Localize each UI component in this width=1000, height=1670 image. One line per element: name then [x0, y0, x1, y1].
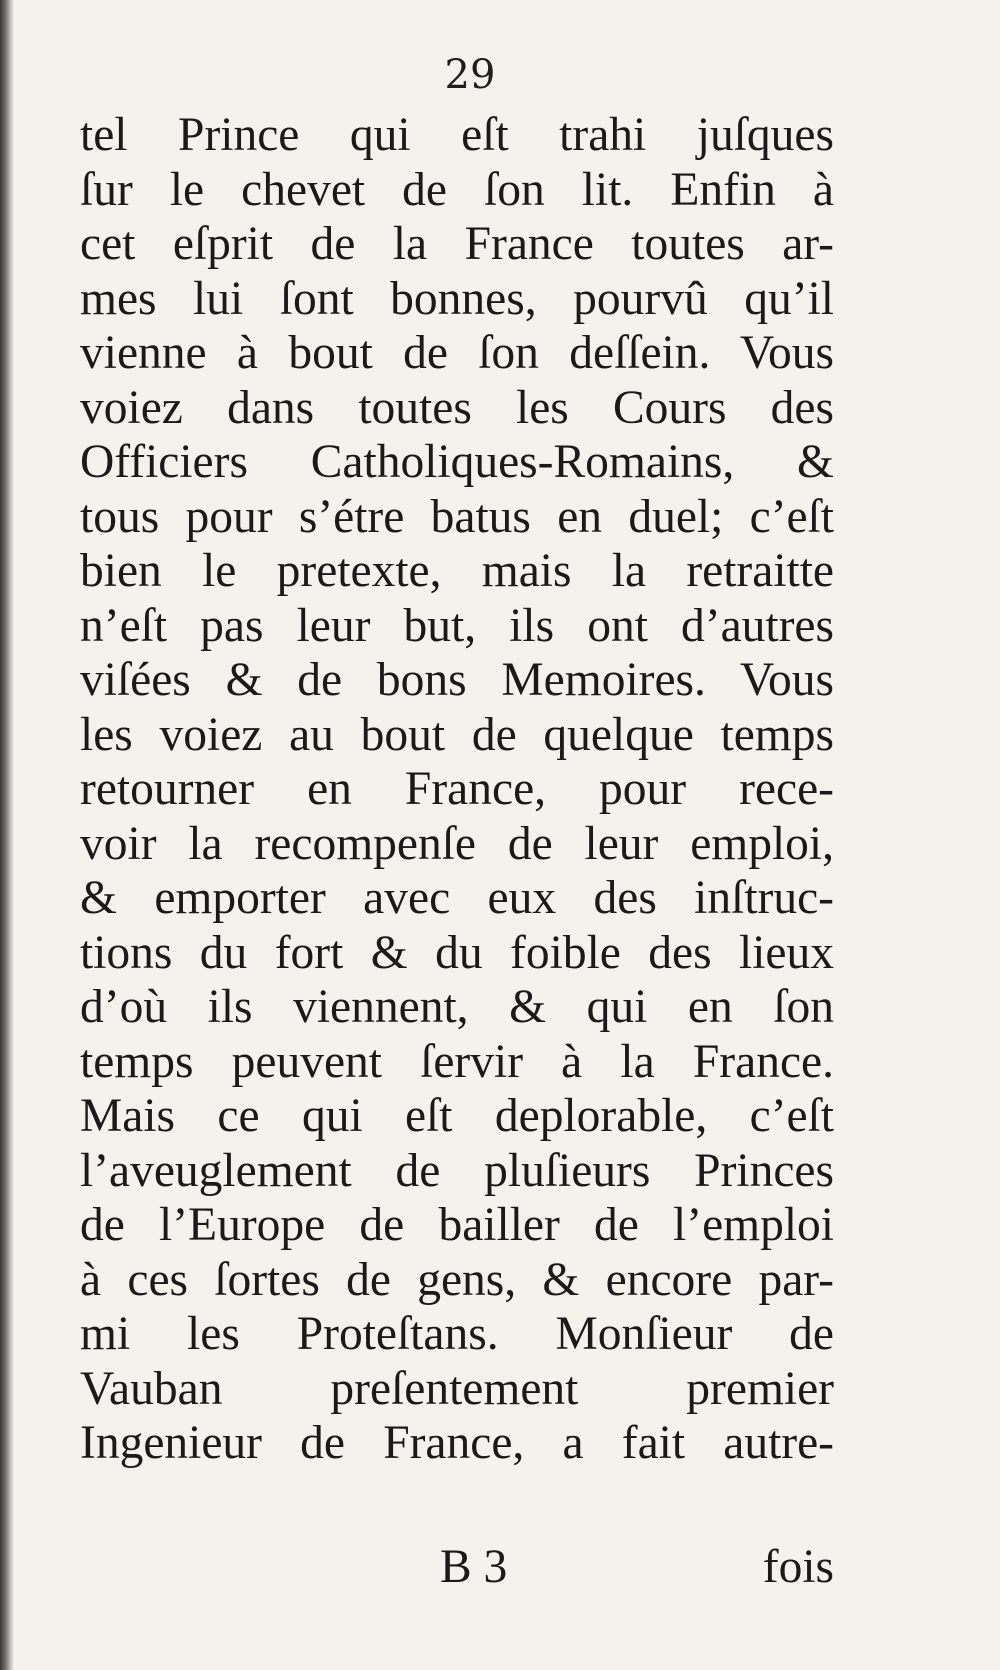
- text-line: l’aveuglement de pluſieurs Princes: [80, 1144, 834, 1197]
- text-line: à ces ſortes de gens, & encore par-: [80, 1253, 834, 1306]
- text-line: tous pour s’étre batus en duel; c’eſt: [80, 490, 834, 543]
- page-number: 29: [444, 52, 496, 98]
- text-line: tel Prince qui eſt trahi juſques: [80, 109, 834, 161]
- text-line: temps peuvent ſervir à la France.: [80, 1035, 834, 1088]
- text-line: de l’Europe de bailler de l’emploi: [80, 1199, 834, 1251]
- text-line: n’eſt pas leur but, ils ont d’autres: [80, 599, 834, 652]
- text-line: bien le pretexte, mais la retraitte: [80, 545, 834, 597]
- text-line: viſées & de bons Memoires. Vous: [80, 654, 834, 706]
- text-line: Ingenieur de France, a fait autre-: [80, 1417, 834, 1469]
- text-line: tions du fort & du foible des lieux: [80, 926, 834, 979]
- catchword: fois: [762, 1541, 834, 1593]
- text-line: ſur le chevet de ſon lit. Enfin à: [80, 163, 834, 216]
- body-text: [80, 108, 834, 1471]
- text-line: & emporter avec eux des inſtruc-: [80, 872, 834, 924]
- text-line: Mais ce qui eſt deplorable, c’eſt: [80, 1090, 834, 1142]
- text-line: voiez dans toutes les Cours des: [80, 381, 834, 434]
- text-line: mi les Proteſtans. Monſieur de: [80, 1308, 834, 1360]
- text-line: les voiez au bout de quelque temps: [80, 708, 834, 761]
- signature-mark: B 3: [440, 1541, 508, 1593]
- binding-edge: [0, 0, 14, 1670]
- text-line: voir la recompenſe de leur emploi,: [80, 817, 834, 870]
- text-line: vienne à bout de ſon deſſein. Vous: [80, 327, 834, 379]
- page-footer: [80, 1540, 834, 1600]
- text-line: Officiers Catholiques-Romains, &: [80, 436, 834, 488]
- text-line: retourner en France, pour rece-: [80, 763, 834, 815]
- text-line: Vauban preſentement premier: [80, 1362, 834, 1415]
- text-line: d’où ils viennent, & qui en ſon: [80, 981, 834, 1033]
- text-line: mes lui ſont bonnes, pourvû qu’il: [80, 272, 834, 325]
- text-line: cet eſprit de la France toutes ar-: [80, 218, 834, 270]
